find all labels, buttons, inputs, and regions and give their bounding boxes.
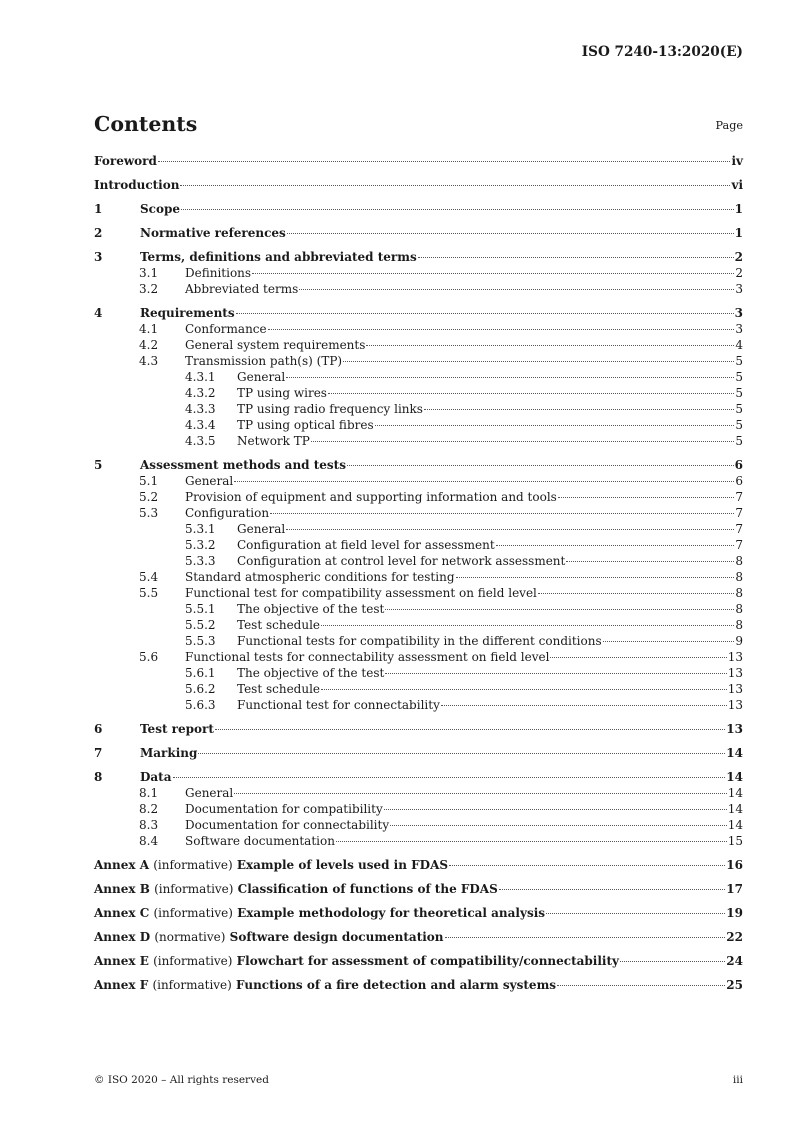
dot-leader — [385, 609, 734, 610]
toc-entry-title: General — [237, 522, 286, 536]
toc-entry-number: 5.6.1 — [185, 666, 216, 680]
dot-leader — [366, 345, 734, 346]
toc-entry[interactable] — [94, 281, 743, 297]
toc-entry-title: TP using optical fibres — [237, 418, 374, 432]
toc-entry-number: 5.3.3 — [185, 554, 216, 568]
dot-leader — [215, 729, 725, 730]
toc-entry[interactable] — [94, 697, 743, 713]
toc-entry[interactable] — [94, 337, 743, 353]
toc-entry-title: Configuration at field level for assessment — [237, 538, 495, 552]
dot-leader — [347, 465, 734, 466]
toc-entry-number: 4.3.1 — [185, 370, 216, 384]
toc-entry-title: Standard atmospheric conditions for testing — [185, 570, 455, 584]
dot-leader — [252, 273, 734, 274]
dot-leader — [286, 529, 734, 530]
toc-entry[interactable] — [94, 553, 743, 569]
dot-leader — [268, 329, 735, 330]
toc-entry-title: Requirements — [140, 306, 235, 320]
toc-entry-title: Transmission path(s) (TP) — [185, 354, 343, 368]
toc-entry-page: 22 — [726, 930, 743, 944]
toc-entry-number: 8.3 — [139, 818, 159, 832]
dot-leader — [336, 841, 727, 842]
dot-leader — [287, 233, 734, 234]
toc-entry-number: 4 — [94, 306, 103, 320]
toc-entry[interactable] — [94, 505, 743, 521]
toc-entry[interactable] — [94, 321, 743, 337]
toc-entry-number: 5.5.3 — [185, 634, 216, 648]
toc-entry-title: Functional tests for compatibility in the different conditions — [237, 634, 602, 648]
toc-entry[interactable] — [94, 225, 743, 241]
toc-entry[interactable] — [94, 745, 743, 761]
toc-entry-page: 7 — [735, 522, 743, 536]
dot-leader — [311, 441, 735, 442]
toc-entry-title: Conformance — [185, 322, 267, 336]
toc-entry-title: Software documentation — [185, 834, 335, 848]
toc-entry[interactable] — [94, 721, 743, 737]
toc-entry-page: 13 — [727, 682, 743, 696]
toc-entry-number: 5.6 — [139, 650, 159, 664]
dot-leader — [299, 289, 734, 290]
toc-entry[interactable] — [94, 649, 743, 665]
toc-entry[interactable] — [94, 537, 743, 553]
toc-entry-number: 5.1 — [139, 474, 159, 488]
toc-entry[interactable] — [94, 153, 743, 169]
document-id: ISO 7240-13:2020(E) — [581, 44, 743, 60]
toc-entry[interactable] — [94, 769, 743, 785]
dot-leader — [603, 641, 735, 642]
toc-entry-page: 14 — [726, 746, 743, 760]
toc-entry-title: Functional test for compatibility assessment on field level — [185, 586, 537, 600]
toc-entry[interactable] — [94, 433, 743, 449]
toc-entry[interactable] — [94, 521, 743, 537]
toc-entry[interactable] — [94, 681, 743, 697]
toc-entry-page: 3 — [734, 306, 743, 320]
toc-entry-number: 7 — [94, 746, 103, 760]
toc-entry-page: 5 — [735, 402, 743, 416]
toc-entry[interactable] — [94, 601, 743, 617]
toc-entry[interactable] — [94, 953, 743, 969]
dot-leader — [390, 825, 727, 826]
toc-entry-page: 5 — [735, 354, 743, 368]
toc-entry-number: 5.5.2 — [185, 618, 216, 632]
toc-entry-title: Annex C (informative) Example methodology for theoretical analysis — [94, 906, 546, 920]
toc-entry-page: 5 — [735, 370, 743, 384]
dot-leader — [449, 865, 725, 866]
toc-entry-number: 5.5 — [139, 586, 159, 600]
toc-entry-title: Terms, definitions and abbreviated terms — [140, 250, 417, 264]
toc-entry[interactable] — [94, 249, 743, 265]
toc-entry-page: 9 — [735, 634, 743, 648]
contents-title: Contents — [94, 112, 198, 136]
dot-leader — [496, 545, 735, 546]
dot-leader — [424, 409, 734, 410]
toc-entry-title: Functional tests for connectability assessment on field level — [185, 650, 550, 664]
dot-leader — [418, 257, 734, 258]
toc-entry[interactable] — [94, 817, 743, 833]
toc-entry[interactable] — [94, 633, 743, 649]
toc-entry-title: Test schedule — [237, 682, 321, 696]
toc-entry-page: 14 — [727, 818, 743, 832]
toc-entry[interactable] — [94, 385, 743, 401]
toc-entry-title: The objective of the test — [237, 666, 385, 680]
toc-entry[interactable] — [94, 489, 743, 505]
toc-entry[interactable] — [94, 929, 743, 945]
toc-entry-page: 3 — [735, 322, 743, 336]
toc-entry-title: TP using radio frequency links — [237, 402, 423, 416]
dot-leader — [321, 625, 734, 626]
toc-entry-page: 13 — [727, 650, 743, 664]
toc-entry[interactable] — [94, 265, 743, 281]
toc-entry-number: 3 — [94, 250, 103, 264]
toc-entry-page: 7 — [735, 490, 743, 504]
toc-entry-number: 1 — [94, 202, 103, 216]
copyright-footer: © ISO 2020 – All rights reserved — [94, 1074, 269, 1086]
toc-entry-number: 8.4 — [139, 834, 159, 848]
toc-entry-page: 8 — [735, 618, 743, 632]
toc-entry-page: 3 — [735, 282, 743, 296]
toc-entry-title: General system requirements — [185, 338, 366, 352]
toc-entry[interactable] — [94, 305, 743, 321]
dot-leader — [384, 809, 727, 810]
toc-entry[interactable] — [94, 177, 743, 193]
toc-entry-number: 5.6.3 — [185, 698, 216, 712]
toc-entry-number: 4.3 — [139, 354, 159, 368]
toc-entry-page: 19 — [726, 906, 743, 920]
page-number: iii — [732, 1074, 743, 1086]
toc-entry-page: 13 — [727, 698, 743, 712]
toc-entry-page: 8 — [735, 602, 743, 616]
dot-leader — [234, 793, 726, 794]
toc-entry-page: vi — [731, 178, 743, 192]
dot-leader — [270, 513, 734, 514]
toc-entry-number: 4.3.2 — [185, 386, 216, 400]
toc-entry-title: Scope — [140, 202, 181, 216]
toc-entry-title: Foreword — [94, 154, 157, 168]
toc-entry-number: 5.3 — [139, 506, 159, 520]
toc-entry-title: Annex B (informative) Classification of functions of the FDAS — [94, 882, 498, 896]
toc-entry[interactable] — [94, 801, 743, 817]
toc-entry-title: Abbreviated terms — [185, 282, 299, 296]
toc-entry-page: 7 — [735, 506, 743, 520]
dot-leader — [180, 185, 730, 186]
toc-entry-number: 5 — [94, 458, 103, 472]
toc-entry-number: 5.5.1 — [185, 602, 216, 616]
dot-leader — [234, 481, 734, 482]
toc-entry[interactable] — [94, 473, 743, 489]
toc-entry[interactable] — [94, 905, 743, 921]
toc-entry-title: Annex D (normative) Software design documentation — [94, 930, 444, 944]
toc-entry-page: 14 — [726, 770, 743, 784]
page-column-label: Page — [715, 119, 743, 132]
toc-entry-title: Documentation for connectability — [185, 818, 390, 832]
toc-entry-title: Introduction — [94, 178, 180, 192]
toc-entry[interactable] — [94, 785, 743, 801]
toc-entry-title: Documentation for compatibility — [185, 802, 383, 816]
toc-entry-page: 8 — [735, 586, 743, 600]
toc-entry-page: 17 — [726, 882, 743, 896]
toc-entry-title: Configuration at control level for network assessment — [237, 554, 566, 568]
toc-entry-page: 24 — [726, 954, 743, 968]
toc-entry-page: iv — [731, 154, 743, 168]
toc-entry-page: 4 — [735, 338, 743, 352]
toc-entry-page: 6 — [735, 474, 743, 488]
toc-entry[interactable] — [94, 417, 743, 433]
toc-entry[interactable] — [94, 881, 743, 897]
toc-entry-number: 2 — [94, 226, 103, 240]
toc-entry-title: Configuration — [185, 506, 270, 520]
toc-entry-title: Assessment methods and tests — [140, 458, 346, 472]
toc-entry-page: 5 — [735, 386, 743, 400]
toc-entry-title: Definitions — [185, 266, 252, 280]
dot-leader — [343, 361, 734, 362]
toc-entry-page: 8 — [735, 570, 743, 584]
toc-entry[interactable] — [94, 353, 743, 369]
toc-entry[interactable] — [94, 665, 743, 681]
toc-entry-number: 4.3.4 — [185, 418, 216, 432]
toc-entry-title: Data — [140, 770, 172, 784]
dot-leader — [499, 889, 726, 890]
toc-entry-number: 3.1 — [139, 266, 159, 280]
toc-entry-title: Network TP — [237, 434, 310, 448]
dot-leader — [328, 393, 734, 394]
toc-entry-number: 5.2 — [139, 490, 159, 504]
toc-entry-title: General — [237, 370, 286, 384]
toc-entry[interactable] — [94, 569, 743, 585]
dot-leader — [385, 673, 726, 674]
toc-entry-number: 5.4 — [139, 570, 159, 584]
dot-leader — [173, 777, 726, 778]
toc-entry-title: Annex A (informative) Example of levels used in FDAS — [94, 858, 449, 872]
dot-leader — [456, 577, 735, 578]
toc-entry-title: Provision of equipment and supporting information and tools — [185, 490, 557, 504]
toc-entry-title: Annex F (informative) Functions of a fire detection and alarm systems — [94, 978, 557, 992]
dot-leader — [538, 593, 734, 594]
dot-leader — [557, 985, 725, 986]
toc-entry-number: 4.2 — [139, 338, 159, 352]
dot-leader — [550, 657, 726, 658]
toc-entry[interactable] — [94, 369, 743, 385]
toc-entry-number: 8.1 — [139, 786, 159, 800]
toc-entry-number: 6 — [94, 722, 103, 736]
dot-leader — [546, 913, 725, 914]
toc-entry-number: 5.3.1 — [185, 522, 216, 536]
toc-entry[interactable] — [94, 833, 743, 849]
toc-entry-page: 1 — [734, 202, 743, 216]
dot-leader — [375, 425, 735, 426]
toc-entry-page: 13 — [727, 666, 743, 680]
toc-entry-page: 2 — [735, 266, 743, 280]
toc-entry-number: 4.3.5 — [185, 434, 216, 448]
dot-leader — [620, 961, 725, 962]
toc-entry-title: Marking — [140, 746, 198, 760]
toc-entry[interactable] — [94, 201, 743, 217]
dot-leader — [445, 937, 726, 938]
toc-entry-number: 4.3.3 — [185, 402, 216, 416]
toc-entry-page: 15 — [727, 834, 743, 848]
toc-entry-page: 8 — [735, 554, 743, 568]
dot-leader — [158, 161, 731, 162]
dot-leader — [321, 689, 727, 690]
dot-leader — [198, 753, 725, 754]
toc-entry-page: 25 — [726, 978, 743, 992]
toc-entry-title: The objective of the test — [237, 602, 385, 616]
toc-entry-title: Annex E (informative) Flowchart for assessment of compatibility/connectability — [94, 954, 619, 968]
toc-entry-title: Normative references — [140, 226, 286, 240]
toc-entry-title: Test report — [140, 722, 214, 736]
toc-entry-page: 16 — [726, 858, 743, 872]
toc-entry-number: 8.2 — [139, 802, 159, 816]
dot-leader — [441, 705, 727, 706]
toc-entry-page: 6 — [734, 458, 743, 472]
toc-entry[interactable] — [94, 457, 743, 473]
toc-entry-page: 7 — [735, 538, 743, 552]
toc-entry-title: TP using wires — [237, 386, 327, 400]
toc-entry-number: 8 — [94, 770, 103, 784]
toc-entry[interactable] — [94, 617, 743, 633]
dot-leader — [558, 497, 735, 498]
toc-entry-page: 2 — [734, 250, 743, 264]
dot-leader — [181, 209, 734, 210]
toc-entry-page: 1 — [734, 226, 743, 240]
toc-entry-page: 14 — [727, 786, 743, 800]
toc-entry-title: General — [185, 474, 234, 488]
toc-entry-number: 4.1 — [139, 322, 159, 336]
toc-entry[interactable] — [94, 977, 743, 993]
toc-entry-number: 3.2 — [139, 282, 159, 296]
toc-entry-page: 13 — [726, 722, 743, 736]
toc-entry-title: Functional test for connectability — [237, 698, 440, 712]
toc-entry[interactable] — [94, 585, 743, 601]
toc-entry-page: 5 — [735, 418, 743, 432]
toc-entry-page: 14 — [727, 802, 743, 816]
dot-leader — [566, 561, 734, 562]
toc-entry-number: 5.6.2 — [185, 682, 216, 696]
dot-leader — [286, 377, 734, 378]
toc-entry[interactable] — [94, 857, 743, 873]
toc-entry-page: 5 — [735, 434, 743, 448]
dot-leader — [236, 313, 734, 314]
toc-entry[interactable] — [94, 401, 743, 417]
toc-entry-title: General — [185, 786, 234, 800]
toc-entry-number: 5.3.2 — [185, 538, 216, 552]
toc-entry-title: Test schedule — [237, 618, 321, 632]
